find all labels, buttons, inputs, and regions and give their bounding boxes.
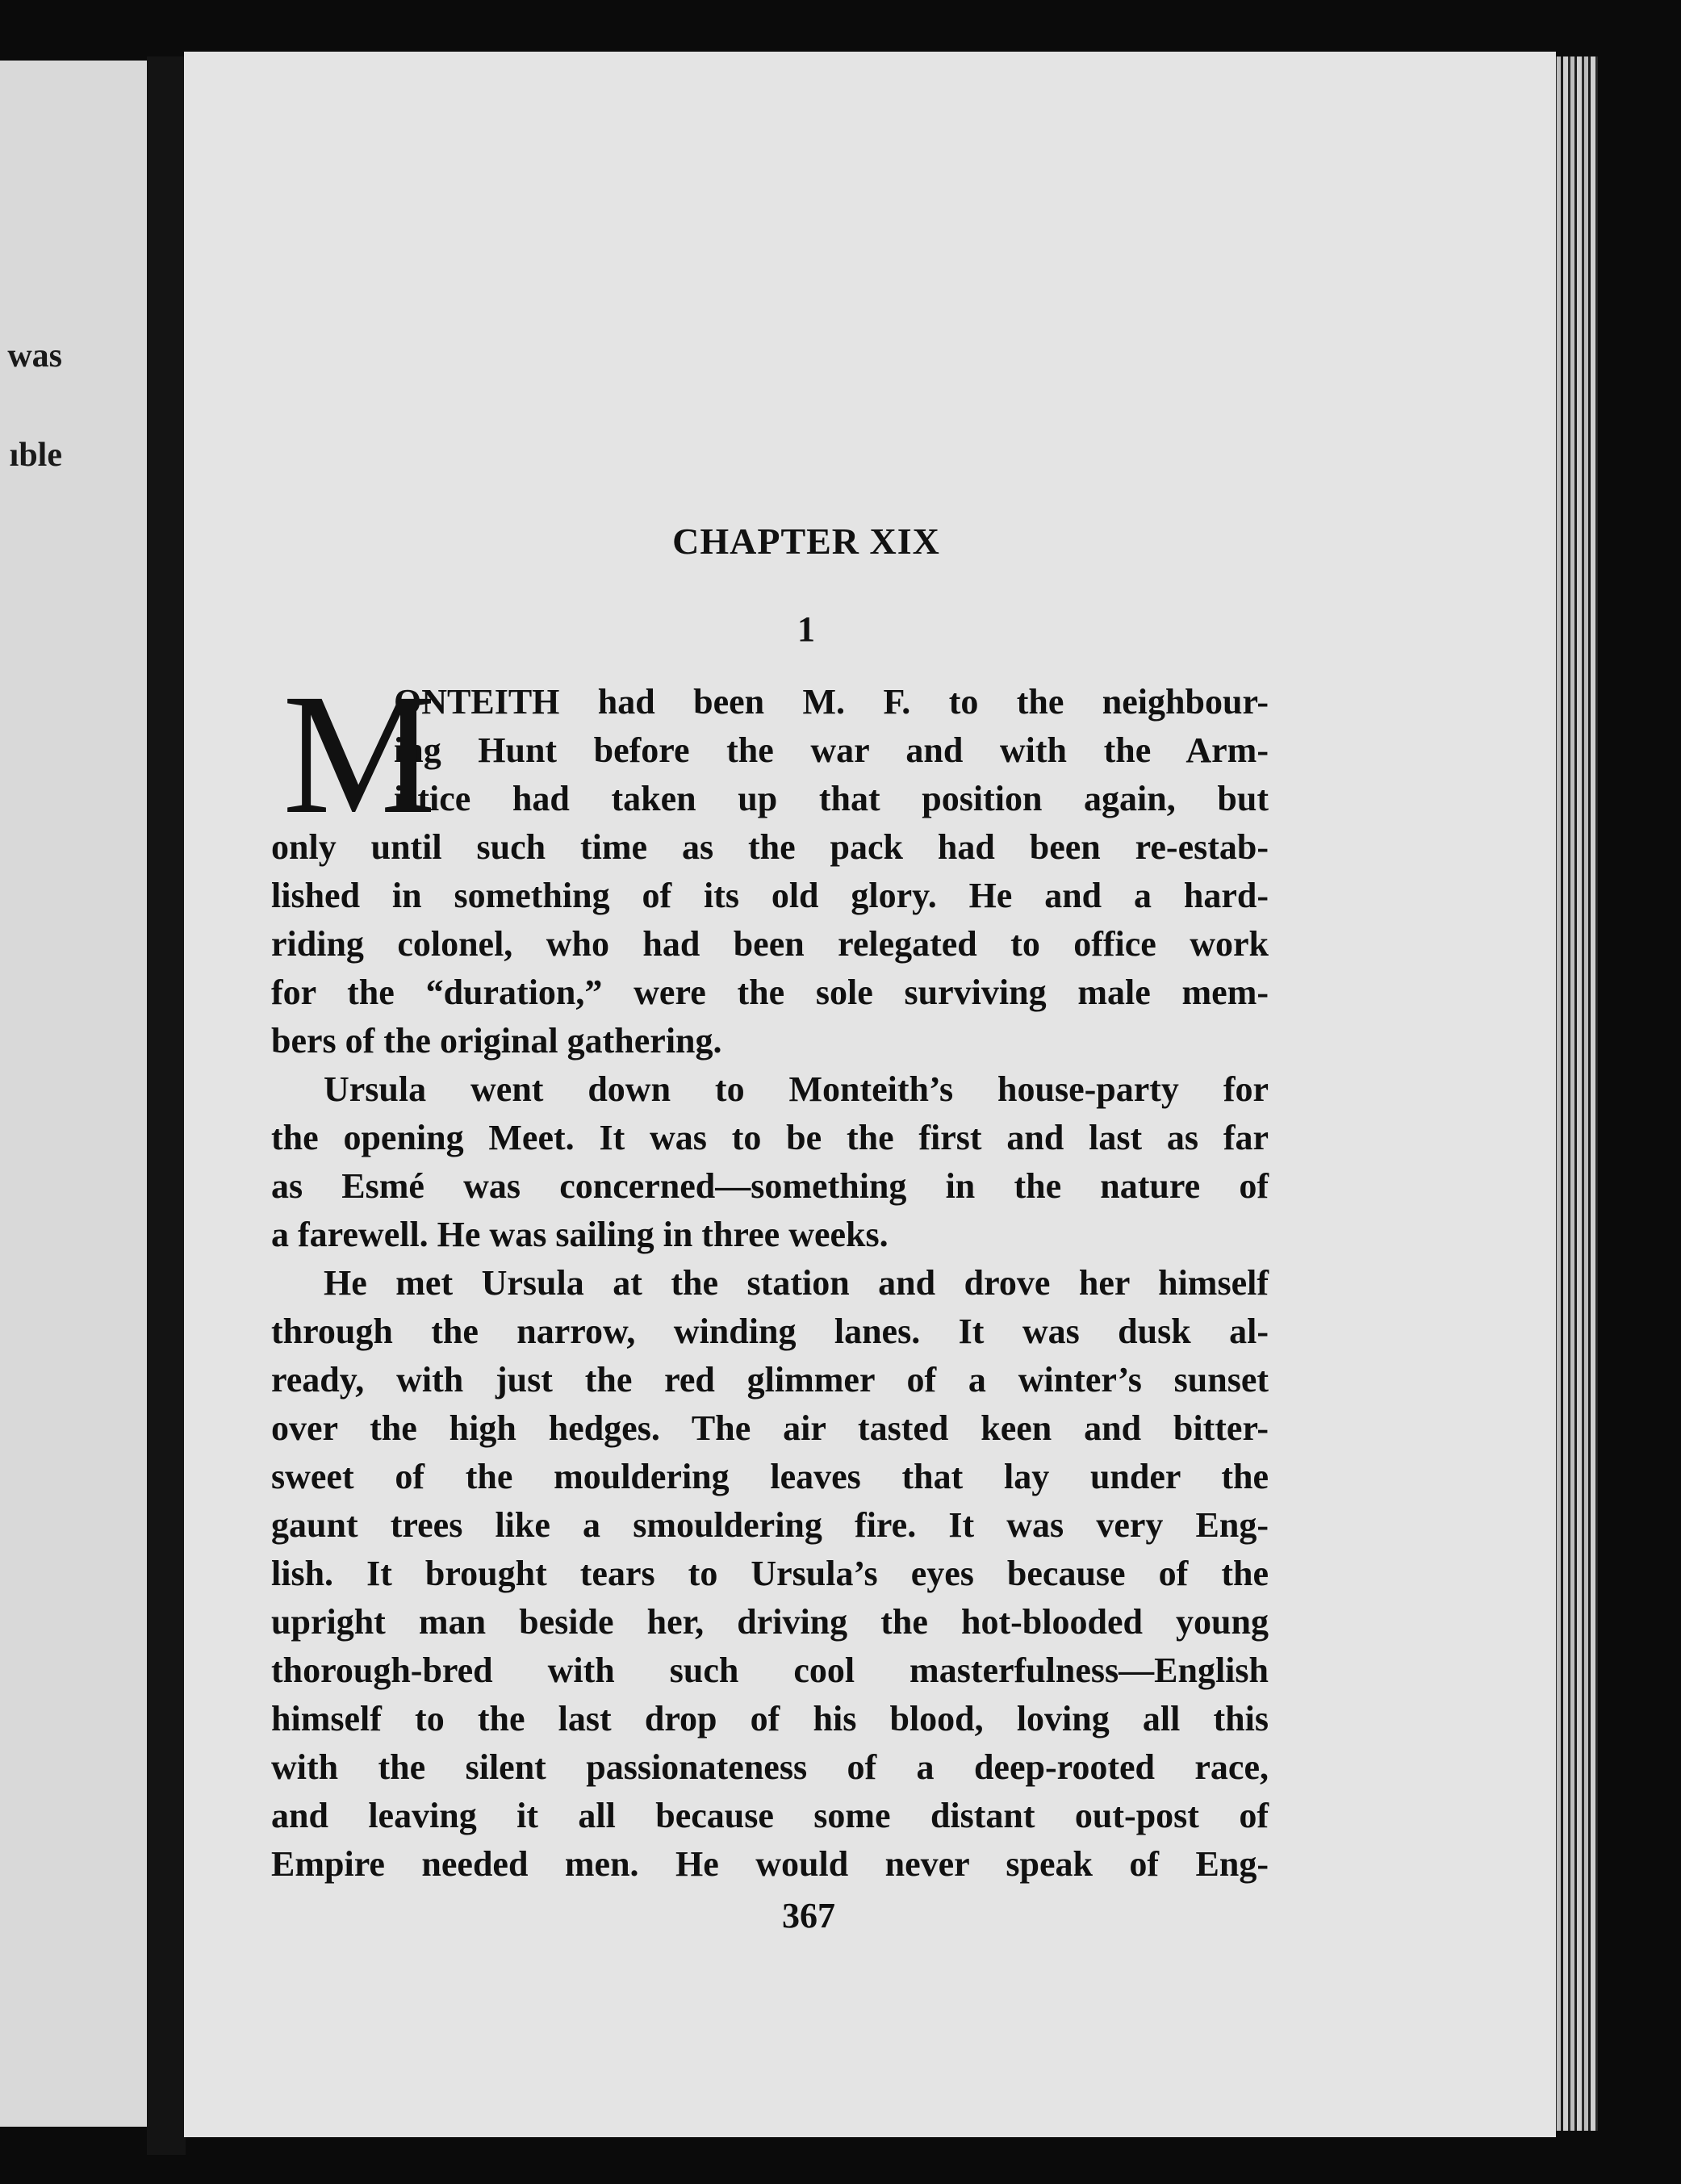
text-line: sweet of the mouldering leaves that lay under the (271, 1457, 1269, 1496)
drop-cap: M (282, 659, 437, 850)
page-text (271, 517, 1269, 1935)
text-line: only until such time as the pack had been re-estab- (271, 827, 1269, 867)
text-line: He met Ursula at the station and drove her himself (324, 1263, 1269, 1303)
text-line: upright man beside her, driving the hot-blooded young (271, 1602, 1269, 1642)
text-line: with the silent passionateness of a deep-rooted race, (271, 1747, 1269, 1787)
chapter-title: CHAPTER XIX (672, 521, 940, 562)
facing-page-fragment-1: was (7, 337, 62, 374)
text-line: lished in something of its old glory. He and a hard- (271, 876, 1269, 915)
text-line: ing Hunt before the war and with the Arm- (394, 730, 1269, 770)
facing-page (0, 61, 147, 2127)
text-line: for the “duration,” were the sole surviving male mem- (271, 973, 1269, 1012)
text-line: Ursula went down to Monteith’s house-party for (324, 1069, 1269, 1109)
text-line: lish. It brought tears to Ursula’s eyes because of the (271, 1554, 1269, 1593)
text-line: gaunt trees like a smouldering fire. It was very Eng- (271, 1505, 1269, 1545)
text-line: ready, with just the red glimmer of a winter’s sunset (271, 1360, 1269, 1400)
text-line: ONTEITH had been M. F. to the neighbour- (394, 682, 1269, 722)
body-text (271, 659, 1269, 1889)
text-line: istice had taken up that position again, but (394, 779, 1269, 818)
text-line: through the narrow, winding lanes. It was dusk al- (271, 1312, 1269, 1351)
text-line: over the high hedges. The air tasted keen and bitter- (271, 1408, 1269, 1448)
text-line: himself to the last drop of his blood, loving all this (271, 1699, 1269, 1738)
text-line: bers of the original gathering. (271, 1021, 722, 1061)
section-number: 1 (797, 609, 815, 649)
facing-page-fragment-2: ıble (9, 437, 62, 474)
text-line: as Esmé was concerned—something in the nature of (271, 1166, 1269, 1206)
page-number: 367 (782, 1896, 835, 1935)
text-line: thorough-bred with such cool masterfulness—English (271, 1651, 1269, 1690)
text-line: Empire needed men. He would never speak of Eng- (271, 1844, 1269, 1884)
page-edges (1549, 56, 1598, 2131)
book-gutter (147, 56, 186, 2155)
text-line: the opening Meet. It was to be the first and last as far (271, 1118, 1269, 1157)
text-line: and leaving it all because some distant out-post of (271, 1796, 1269, 1835)
text-line: riding colonel, who had been relegated to office work (271, 924, 1269, 964)
text-line: a farewell. He was sailing in three weeks. (271, 1215, 889, 1254)
